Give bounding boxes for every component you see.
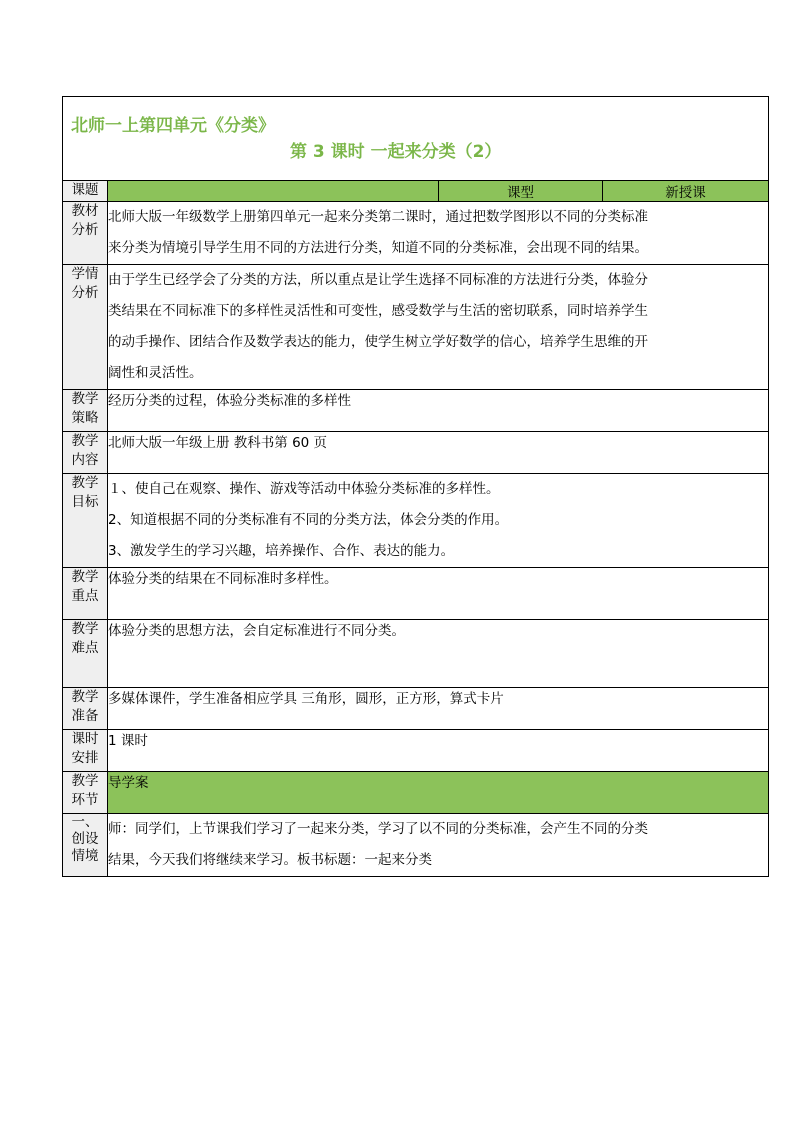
content-line: 2、知道根据不同的分类标准有不同的分类方法，体会分类的作用。 xyxy=(108,512,509,528)
row-label: 学情 分析 xyxy=(63,265,108,390)
course-value-cell xyxy=(108,181,439,202)
intro-row xyxy=(63,814,769,877)
row-label: 教学 准备 xyxy=(63,688,108,730)
content-line: 经历分类的过程，体验分类标准的多样性 xyxy=(108,393,351,409)
row-label: 教材 分析 xyxy=(63,202,108,265)
row-content xyxy=(108,265,769,390)
content-line: 多媒体课件，学生准备相应学具 三角形，圆形，正方形，算式卡片 xyxy=(108,691,504,707)
row-content xyxy=(108,390,769,432)
info-row xyxy=(63,202,769,265)
info-row xyxy=(63,432,769,474)
section-value: 导学案 xyxy=(108,772,769,814)
lesson-title: 第 3 课时 一起来分类（2） xyxy=(290,142,502,162)
content-line: 阔性和灵活性。 xyxy=(108,365,203,381)
info-row xyxy=(63,620,769,688)
content-line: 类结果在不同标准下的多样性灵活性和可变性，感受数学与生活的密切联系，同时培养学生 xyxy=(108,303,648,319)
row-content xyxy=(108,568,769,620)
row-content xyxy=(108,202,769,265)
intro-label: 一、 创设 情境 xyxy=(63,814,108,877)
content-line: 3、激发学生的学习兴趣，培养操作、合作、表达的能力。 xyxy=(108,543,455,559)
info-row xyxy=(63,568,769,620)
content-line: 由于学生已经学会了分类的方法，所以重点是让学生选择不同标准的方法进行分类，体验分 xyxy=(108,272,648,288)
row-content xyxy=(108,474,769,568)
section-row xyxy=(63,772,769,814)
content-line: 体验分类的思想方法，会自定标准进行不同分类。 xyxy=(108,623,405,639)
info-row xyxy=(63,688,769,730)
row-content xyxy=(108,432,769,474)
content-line: 北师大版一年级数学上册第四单元一起来分类第二课时，通过把数学图形以不同的分类标准 xyxy=(108,209,648,225)
unit-title: 北师一上第四单元《分类》 xyxy=(71,116,275,136)
course-label: 课题 xyxy=(63,181,108,202)
course-type-value: 新授课 xyxy=(603,181,769,202)
info-row xyxy=(63,390,769,432)
row-label: 教学 重点 xyxy=(63,568,108,620)
content-line: 的动手操作、团结合作及数学表达的能力，使学生树立学好数学的信心，培养学生思维的开 xyxy=(108,334,648,350)
content-line: １、使自己在观察、操作、游戏等活动中体验分类标准的多样性。 xyxy=(108,481,500,497)
content-line: 北师大版一年级上册 教科书第 60 页 xyxy=(108,435,328,451)
info-row xyxy=(63,730,769,772)
title-row xyxy=(63,97,769,181)
content-line: 1 课时 xyxy=(108,733,148,749)
row-label: 教学 目标 xyxy=(63,474,108,568)
info-row xyxy=(63,474,769,568)
row-label: 教学 内容 xyxy=(63,432,108,474)
section-label: 教学 环节 xyxy=(63,772,108,814)
row-label: 课时 安排 xyxy=(63,730,108,772)
course-row xyxy=(63,181,769,202)
row-label: 教学 策略 xyxy=(63,390,108,432)
row-content xyxy=(108,730,769,772)
row-content xyxy=(108,688,769,730)
lesson-plan-document xyxy=(62,96,768,877)
info-rows xyxy=(63,202,769,772)
info-row xyxy=(63,265,769,390)
row-label: 教学 难点 xyxy=(63,620,108,688)
row-content xyxy=(108,620,769,688)
intro-content xyxy=(108,814,769,877)
content-line: 体验分类的结果在不同标准时多样性。 xyxy=(108,571,338,587)
content-line: 来分类为情境引导学生用不同的方法进行分类，知道不同的分类标准，会出现不同的结果。 xyxy=(108,240,648,256)
lesson-plan-table xyxy=(62,96,769,877)
course-type-label: 课型 xyxy=(439,181,603,202)
content-line: 结果，今天我们将继续来学习。板书标题：一起来分类 xyxy=(108,852,432,868)
content-line: 师：同学们，上节课我们学习了一起来分类，学习了以不同的分类标准，会产生不同的分类 xyxy=(108,821,648,837)
title-cell xyxy=(63,97,769,181)
